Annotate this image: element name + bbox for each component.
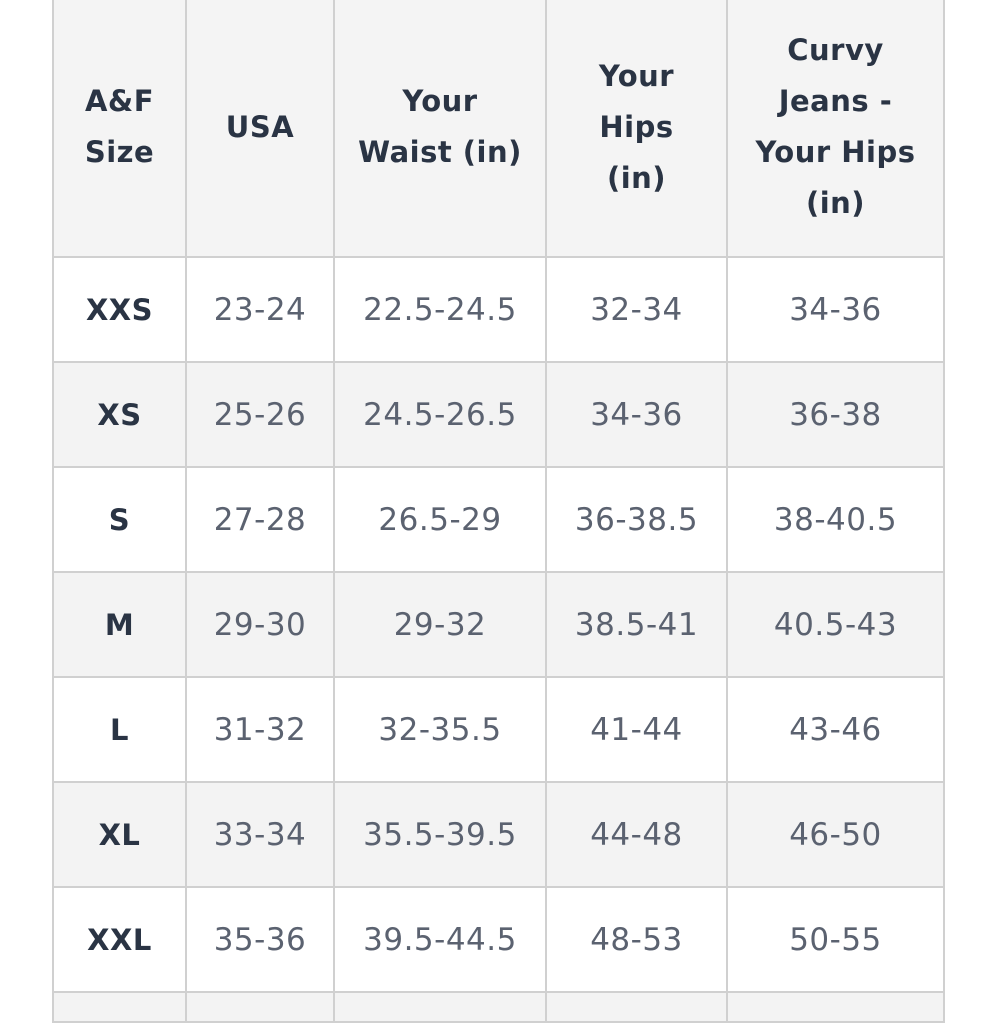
usa-size-cell: 27-28 (186, 467, 334, 572)
header-usa: USA (186, 0, 334, 257)
waist-range-cell: 35.5-39.5 (334, 782, 546, 887)
header-your-hips: Your Hips (in) (546, 0, 727, 257)
size-cell: XS (53, 362, 186, 467)
curvy-hips-range-cell: 34-36 (727, 257, 944, 362)
cut-off-cell (727, 992, 944, 1022)
usa-size-cell: 31-32 (186, 677, 334, 782)
waist-range-cell: 22.5-24.5 (334, 257, 546, 362)
usa-size-cell: 35-36 (186, 887, 334, 992)
hips-range-cell: 41-44 (546, 677, 727, 782)
waist-range-cell: 26.5-29 (334, 467, 546, 572)
usa-size-cell: 29-30 (186, 572, 334, 677)
curvy-hips-range-cell: 46-50 (727, 782, 944, 887)
size-cell: S (53, 467, 186, 572)
header-af-size: A&F Size (53, 0, 186, 257)
usa-size-cell: 33-34 (186, 782, 334, 887)
curvy-hips-range-cell: 43-46 (727, 677, 944, 782)
size-cell: XXS (53, 257, 186, 362)
table-row (53, 362, 944, 467)
hips-range-cell: 36-38.5 (546, 467, 727, 572)
table-row (53, 782, 944, 887)
hips-range-cell: 48-53 (546, 887, 727, 992)
header-curvy-jeans-hips: Curvy Jeans - Your Hips (in) (727, 0, 944, 257)
hips-range-cell: 44-48 (546, 782, 727, 887)
curvy-hips-range-cell: 50-55 (727, 887, 944, 992)
size-chart-body (53, 257, 944, 1022)
table-row (53, 257, 944, 362)
curvy-hips-range-cell: 38-40.5 (727, 467, 944, 572)
size-cell: XL (53, 782, 186, 887)
table-row (53, 572, 944, 677)
size-cell: M (53, 572, 186, 677)
size-cell: L (53, 677, 186, 782)
size-cell: XXL (53, 887, 186, 992)
curvy-hips-range-cell: 40.5-43 (727, 572, 944, 677)
table-row-cut-off (53, 992, 944, 1022)
waist-range-cell: 29-32 (334, 572, 546, 677)
header-row (53, 0, 944, 257)
cut-off-cell (546, 992, 727, 1022)
curvy-hips-range-cell: 36-38 (727, 362, 944, 467)
cut-off-cell (186, 992, 334, 1022)
table-row (53, 677, 944, 782)
cut-off-cell (53, 992, 186, 1022)
size-chart-header (53, 0, 944, 257)
waist-range-cell: 24.5-26.5 (334, 362, 546, 467)
usa-size-cell: 25-26 (186, 362, 334, 467)
hips-range-cell: 38.5-41 (546, 572, 727, 677)
hips-range-cell: 34-36 (546, 362, 727, 467)
cut-off-cell (334, 992, 546, 1022)
usa-size-cell: 23-24 (186, 257, 334, 362)
table-row (53, 887, 944, 992)
header-your-waist: Your Waist (in) (334, 0, 546, 257)
table-row (53, 467, 944, 572)
size-chart-table (52, 0, 945, 1023)
waist-range-cell: 39.5-44.5 (334, 887, 546, 992)
hips-range-cell: 32-34 (546, 257, 727, 362)
waist-range-cell: 32-35.5 (334, 677, 546, 782)
